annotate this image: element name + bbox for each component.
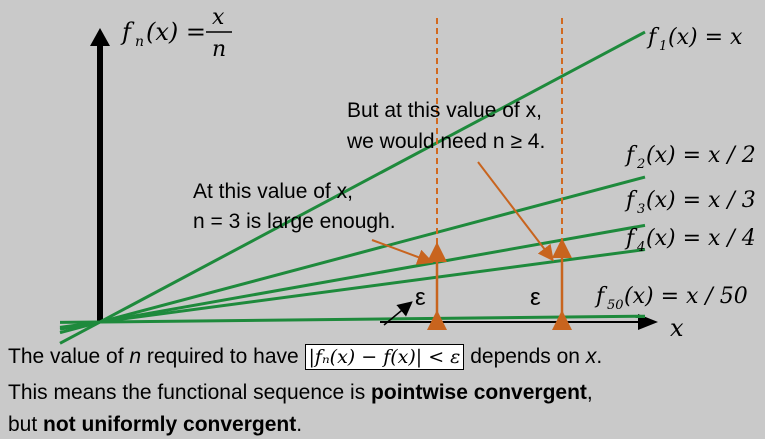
caption-line-3 [8, 413, 302, 437]
caption-line1-after: depends on [464, 345, 586, 368]
series-label-1-rest: (x) = x [668, 25, 743, 50]
series-label-3-f: f [626, 188, 635, 213]
caption-line3-end: . [296, 413, 303, 436]
caption-line1-mid: required to have [141, 345, 305, 368]
series-label-2-rest: (x) = x / 2 [646, 143, 756, 168]
series-label-50 [594, 284, 748, 313]
caption-line1-x: x [585, 345, 597, 368]
series-label-1-f: f [648, 25, 657, 50]
annotation-left-line1: At this value of x, [193, 180, 353, 203]
y-axis-arrowhead [90, 28, 110, 46]
pointer-arrow-right [478, 162, 549, 255]
x-axis-label: x [670, 314, 684, 342]
series-label-2-f: f [626, 143, 635, 168]
caption-line-1 [8, 344, 602, 370]
caption-line-2 [8, 381, 593, 405]
caption-inequality-box: |fₙ(x) − f(x)| < ε [305, 344, 465, 370]
caption-line3-bold: not uniformly convergent [43, 413, 297, 436]
title-numerator: x [212, 5, 225, 30]
title-sub: n [135, 34, 145, 50]
title-f: f [122, 18, 131, 46]
series-label-4 [624, 226, 756, 255]
caption-line2-bold: pointwise convergent [371, 381, 587, 404]
caption-line1-before: The value of [8, 345, 130, 368]
title-denominator: n [212, 37, 227, 62]
series-line-3 [60, 225, 645, 329]
title-arg: (x) = [146, 18, 206, 46]
caption-line1-n: n [129, 345, 142, 368]
epsilon-label-right: ε [530, 284, 541, 311]
series-label-3 [624, 188, 756, 217]
series-label-3-rest: (x) = x / 3 [646, 188, 756, 213]
annotation-right [346, 99, 545, 153]
series-label-1 [646, 25, 743, 54]
annotation-left [193, 180, 396, 233]
series-label-2-sub: 2 [637, 157, 646, 172]
caption-line1-end: . [596, 345, 603, 368]
series-label-4-f: f [626, 226, 635, 251]
title-formula [120, 5, 232, 62]
caption-line2-before: This means the functional sequence is [8, 381, 372, 404]
series-label-3-sub: 3 [637, 202, 646, 217]
epsilon-label-left: ε [415, 284, 426, 311]
caption-line3-before: but [8, 413, 44, 436]
caption-line2-end: , [586, 381, 593, 404]
series-label-4-rest: (x) = x / 4 [646, 226, 756, 251]
annotation-left-line2: n = 3 is large enough. [193, 210, 396, 233]
series-label-50-f: f [596, 284, 605, 309]
series-label-2 [624, 143, 756, 172]
series-label-50-rest: (x) = x / 50 [624, 284, 748, 309]
annotation-right-line2: we would need n ≥ 4. [347, 130, 546, 153]
series-label-1-sub: 1 [659, 39, 668, 54]
annotation-right-line1: But at this value of x, [347, 99, 542, 122]
series-label-50-sub: 50 [607, 298, 624, 313]
series-label-4-sub: 4 [637, 240, 646, 255]
